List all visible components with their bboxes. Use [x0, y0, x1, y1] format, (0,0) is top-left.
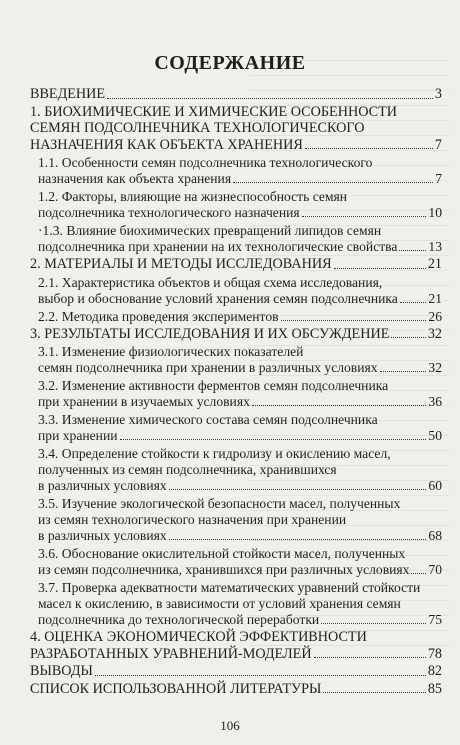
- toc-entry-line: 2.1. Характеристика объектов и общая схема исследования,: [38, 274, 383, 290]
- leader-dots: [323, 692, 425, 693]
- toc-entry-line: 3.1. Изменение физиологических показателей: [38, 344, 304, 359]
- toc-entry: [30, 378, 442, 410]
- toc-entry: [30, 189, 442, 221]
- leader-dots: [321, 623, 426, 624]
- toc-entry-line: 4. ОЦЕНКА ЭКОНОМИЧЕСКОЙ ЭФФЕКТИВНОСТИ: [30, 629, 367, 645]
- toc-entry: [30, 629, 442, 662]
- toc-page-number: 21: [427, 256, 442, 272]
- toc-page-number: 32: [427, 325, 442, 342]
- leader-dots: [380, 371, 427, 372]
- toc-entry-text: РАЗРАБОТАННЫХ УРАВНЕНИЙ-МОДЕЛЕЙ: [30, 645, 312, 662]
- toc-entry-text: подсолнечника технологического назначения: [38, 205, 300, 220]
- toc-entry-line: 3.6. Обоснование окислительной стойкости масел, полученных: [38, 546, 406, 561]
- toc-entry-line: СЕМЯН ПОДСОЛНЕЧНИКА ТЕХНОЛОГИЧЕСКОГО: [30, 120, 365, 136]
- toc-entry-last-line: [38, 171, 442, 187]
- toc-entry-text: СПИСОК ИСПОЛЬЗОВАННОЙ ЛИТЕРАТУРЫ: [30, 680, 322, 697]
- toc-entry-text: ВВЕДЕНИЕ: [30, 86, 106, 102]
- toc-entry-text: выбор и обоснование условий хранения семян подсолнечника: [38, 290, 398, 306]
- toc-entry-text: НАЗНАЧЕНИЯ КАК ОБЪЕКТА ХРАНЕНИЯ: [30, 136, 303, 153]
- toc-entry: [30, 256, 442, 273]
- toc-entry-text: в различных условиях: [38, 478, 167, 493]
- toc-entry-line: 3.4. Определение стойкости к гидролизу и окислению масел,: [38, 446, 391, 461]
- table-of-contents: [30, 85, 442, 697]
- toc-entry-text: подсолнечника до технологической переработки: [38, 612, 320, 627]
- toc-entry-last-line: [38, 239, 442, 255]
- leader-dots: [399, 250, 426, 251]
- toc-entry-last-line: [38, 205, 442, 221]
- toc-entry-last-line: [38, 428, 442, 444]
- toc-entry: [30, 309, 442, 325]
- toc-page-number: 26: [428, 308, 442, 324]
- toc-entry-line: 3.7. Проверка адекватности математических уравнений стойкости: [38, 580, 421, 595]
- toc-entry-last-line: [30, 256, 442, 273]
- page-number: 106: [220, 718, 240, 733]
- toc-entry-text: в различных условиях: [38, 528, 167, 543]
- leader-dots: [302, 216, 427, 217]
- toc-page-number: 7: [434, 136, 442, 153]
- toc-entry-last-line: [38, 478, 442, 494]
- leader-dots: [233, 182, 433, 183]
- toc-entry: [30, 580, 442, 628]
- toc-entry: [30, 344, 442, 376]
- toc-page-number: 3: [434, 86, 442, 102]
- toc-entry: [30, 412, 442, 444]
- toc-entry-last-line: [30, 137, 442, 154]
- page-title: СОДЕРЖАНИЕ: [154, 52, 306, 74]
- toc-entry-text: из семян подсолнечника, хранившихся при различных условиях: [38, 562, 410, 577]
- toc-entry-last-line: [38, 309, 442, 325]
- toc-entry-line: 3.2. Изменение активности ферментов семян подсолнечника: [38, 378, 389, 393]
- toc-page-number: 7: [435, 171, 442, 186]
- leader-dots: [391, 337, 425, 338]
- toc-page-number: 36: [428, 394, 442, 409]
- toc-entry: [30, 326, 442, 343]
- leader-dots: [169, 539, 427, 540]
- toc-entry-text: при хранении в изучаемых условиях: [38, 394, 250, 409]
- toc-entry-last-line: [38, 612, 442, 628]
- toc-entry-text: при хранении: [38, 428, 118, 443]
- toc-page-number: 32: [428, 360, 442, 375]
- toc-entry-last-line: [38, 394, 442, 410]
- leader-dots: [120, 439, 427, 440]
- toc-entry-last-line: [38, 360, 442, 376]
- toc-page-number: 70: [428, 562, 442, 577]
- toc-page-number: 10: [428, 205, 442, 220]
- toc-entry-text: 3. РЕЗУЛЬТАТЫ ИССЛЕДОВАНИЯ И ИХ ОБСУЖДЕНИЕ: [30, 325, 390, 342]
- leader-dots: [305, 148, 433, 149]
- toc-entry-line: 1.2. Факторы, влияющие на жизнеспособность семян: [38, 189, 348, 204]
- toc-entry: [30, 496, 442, 544]
- leader-dots: [334, 268, 426, 269]
- leader-dots: [281, 320, 427, 321]
- toc-entry-line: масел к окислению, в зависимости от условий хранения семян: [38, 596, 401, 611]
- toc-entry: [30, 546, 442, 578]
- toc-entry-text: 2. МАТЕРИАЛЫ И МЕТОДЫ ИССЛЕДОВАНИЯ: [30, 256, 332, 272]
- toc-entry-last-line: [30, 663, 442, 680]
- leader-dots: [95, 675, 426, 676]
- toc-entry: [30, 663, 442, 680]
- toc-entry-line: 1. БИОХИМИЧЕСКИЕ И ХИМИЧЕСКИЕ ОСОБЕННОСТИ: [30, 103, 397, 120]
- toc-entry-line: полученных из семян подсолнечника, хранившихся: [38, 462, 337, 477]
- toc-entry: [30, 446, 442, 494]
- toc-entry-line: из семян технологического назначения при хранении: [38, 512, 347, 527]
- toc-entry-last-line: [38, 291, 442, 307]
- toc-page-number: 68: [428, 528, 442, 543]
- toc-page-number: 85: [427, 680, 442, 697]
- toc-entry: [30, 86, 442, 103]
- leader-dots: [169, 489, 427, 490]
- toc-entry-text: назначения как объекта хранения: [38, 171, 232, 186]
- toc-page-number: 82: [427, 663, 442, 679]
- toc-entry-line: 3.5. Изучение экологической безопасности масел, полученных: [38, 496, 401, 511]
- leader-dots: [400, 302, 427, 303]
- toc-entry-text: 2.2. Методика проведения экспериментов: [38, 308, 279, 324]
- leader-dots: [107, 98, 433, 99]
- toc-entry: [30, 275, 442, 307]
- toc-entry-text: семян подсолнечника при хранении в различных условиях: [38, 360, 378, 375]
- leader-dots: [411, 573, 426, 574]
- toc-entry: [30, 681, 442, 698]
- toc-page-number: 21: [428, 290, 442, 306]
- toc-entry-last-line: [30, 681, 442, 698]
- toc-entry: [30, 155, 442, 187]
- toc-page-number: 78: [427, 645, 442, 662]
- toc-entry: [30, 223, 442, 255]
- toc-entry-last-line: [30, 646, 442, 663]
- toc-entry-last-line: [30, 86, 442, 103]
- toc-entry-line: 3.3. Изменение химического состава семян подсолнечника: [38, 412, 378, 427]
- toc-entry-line: 1.1. Особенности семян подсолнечника технологического: [38, 155, 373, 170]
- toc-entry-line: ·1.3. Влияние биохимических превращений липидов семян: [38, 223, 382, 238]
- toc-page-number: 75: [428, 612, 442, 627]
- toc-page-number: 60: [428, 478, 442, 493]
- toc-entry-last-line: [38, 562, 442, 578]
- toc-page-number: 13: [428, 239, 442, 254]
- toc-entry-text: подсолнечника при хранении на их технологические свойства: [38, 239, 398, 254]
- toc-entry-text: ВЫВОДЫ: [30, 663, 93, 679]
- toc-entry-last-line: [38, 528, 442, 544]
- toc-entry: [30, 104, 442, 154]
- leader-dots: [252, 405, 427, 406]
- leader-dots: [314, 657, 426, 658]
- toc-entry-last-line: [30, 326, 442, 343]
- toc-page-number: 50: [428, 428, 442, 443]
